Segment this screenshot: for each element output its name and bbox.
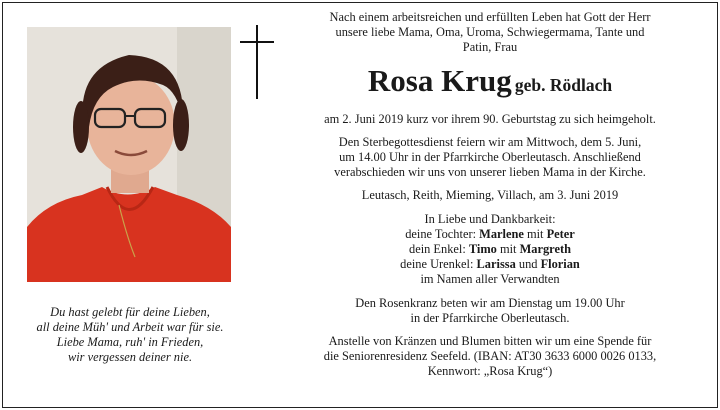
intro-line: unsere liebe Mama, Oma, Uroma, Schwiegermama, Tante und bbox=[335, 25, 645, 40]
cross-icon bbox=[240, 25, 274, 99]
donation-paragraph bbox=[270, 334, 710, 380]
intro-paragraph bbox=[270, 10, 710, 56]
rosary-paragraph bbox=[270, 296, 710, 326]
poem-line: Du hast gelebt für deine Lieben, bbox=[50, 305, 210, 319]
deceased-name-line bbox=[270, 64, 710, 104]
memorial-poem bbox=[12, 305, 248, 365]
place-date: Leutasch, Reith, Mieming, Villach, am 3. Juni 2019 bbox=[361, 188, 619, 203]
intro-line: Nach einem arbeitsreichen und erfüllten Leben hat Gott der Herr bbox=[329, 10, 651, 24]
intro-line: Patin, Frau bbox=[462, 40, 518, 55]
mourners-closing: im Namen aller Verwandten bbox=[420, 272, 560, 287]
rosary-line: Den Rosenkranz beten wir am Dienstag um 19.00 Uhr bbox=[355, 295, 625, 310]
notice-text bbox=[270, 10, 710, 380]
mourner-grandchildren: dein Enkel: Timo mit Margreth bbox=[409, 242, 571, 257]
birth-name: geb. Rödlach bbox=[514, 74, 613, 95]
portrait-image bbox=[27, 27, 231, 282]
portrait-photo bbox=[27, 27, 231, 282]
funeral-line: Den Sterbegottesdienst feiern wir am Mittwoch, dem 5. Juni, bbox=[338, 134, 642, 149]
donation-line: die Seniorenresidenz Seefeld. (IBAN: AT30 3633 6000 0026 0133, bbox=[323, 349, 657, 364]
deceased-name: Rosa Krug bbox=[367, 62, 512, 98]
mourners-heading: In Liebe und Dankbarkeit: bbox=[424, 211, 556, 226]
poem-line: all deine Müh' und Arbeit war für sie. bbox=[36, 320, 224, 334]
funeral-line: verabschieden wir uns von unserer lieben Mama in der Kirche. bbox=[334, 165, 646, 180]
poem-line: Liebe Mama, ruh' in Frieden, bbox=[56, 335, 204, 349]
mourners-list bbox=[270, 212, 710, 288]
rosary-line: in der Pfarrkirche Oberleutasch. bbox=[410, 310, 570, 325]
funeral-line: um 14.00 Uhr in der Pfarrkirche Oberleutasch. Anschließend bbox=[339, 150, 641, 165]
donation-line: Anstelle von Kränzen und Blumen bitten wir um eine Spende für bbox=[328, 334, 652, 349]
mourner-great-grandchildren: deine Urenkel: Larissa und Florian bbox=[400, 257, 580, 272]
donation-line: Kennwort: „Rosa Krug“) bbox=[427, 364, 553, 379]
poem-line: wir vergessen deiner nie. bbox=[67, 350, 193, 364]
death-notice: am 2. Juni 2019 kurz vor ihrem 90. Geburtstag zu sich heimgeholt. bbox=[324, 111, 656, 126]
mourner-daughter: deine Tochter: Marlene mit Peter bbox=[405, 226, 575, 241]
funeral-paragraph bbox=[270, 135, 710, 181]
